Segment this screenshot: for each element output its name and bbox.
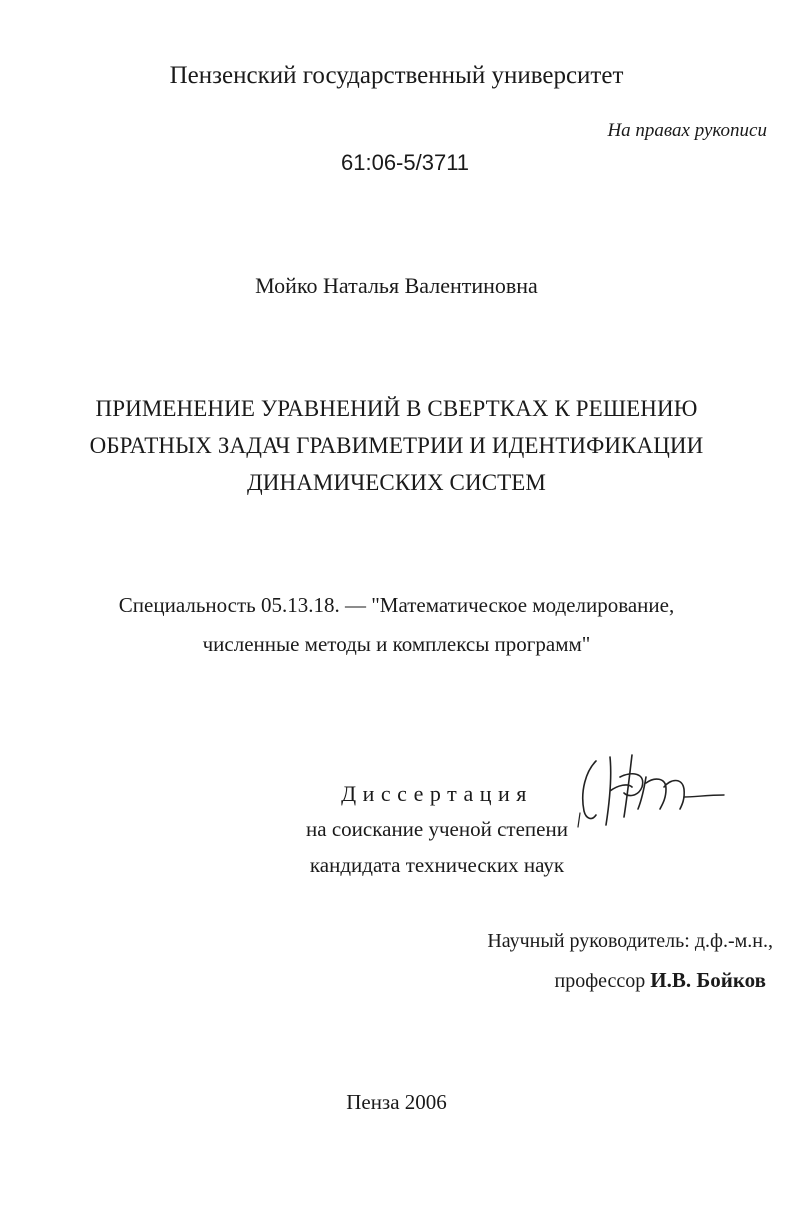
supervisor-title: профессор xyxy=(554,970,646,992)
specialty-line: численные методы и комплексы программ" xyxy=(202,632,591,656)
university-name: Пензенский государственный университет xyxy=(169,62,624,89)
city-year: Пенза 2006 xyxy=(346,1090,447,1114)
supervisor-name: И.В. Бойков xyxy=(650,968,766,992)
title-line: ПРИМЕНЕНИЕ УРАВНЕНИЙ В СВЕРТКАХ К РЕШЕНИЮ xyxy=(95,396,698,421)
title-line: ДИНАМИЧЕСКИХ СИСТЕМ xyxy=(247,470,546,495)
supervisor-line xyxy=(554,968,766,993)
specialty-line: Специальность 05.13.18. — "Математическое моделирование, xyxy=(118,593,675,617)
rights-note: На правах рукописи xyxy=(607,120,767,141)
author-name: Мойко Наталья Валентиновна xyxy=(255,273,538,298)
handwritten-signature xyxy=(572,747,732,837)
title-line: ОБРАТНЫХ ЗАДАЧ ГРАВИМЕТРИИ И ИДЕНТИФИКАЦИИ xyxy=(89,433,704,458)
dissertation-heading: Диссертация xyxy=(341,781,533,806)
degree-line: на соискание ученой степени xyxy=(306,817,568,841)
supervisor-degree: Научный руководитель: д.ф.-м.н., xyxy=(487,930,773,952)
degree-line: кандидата технических наук xyxy=(309,853,565,877)
archive-code: 61:06-5/3711 xyxy=(341,150,470,175)
